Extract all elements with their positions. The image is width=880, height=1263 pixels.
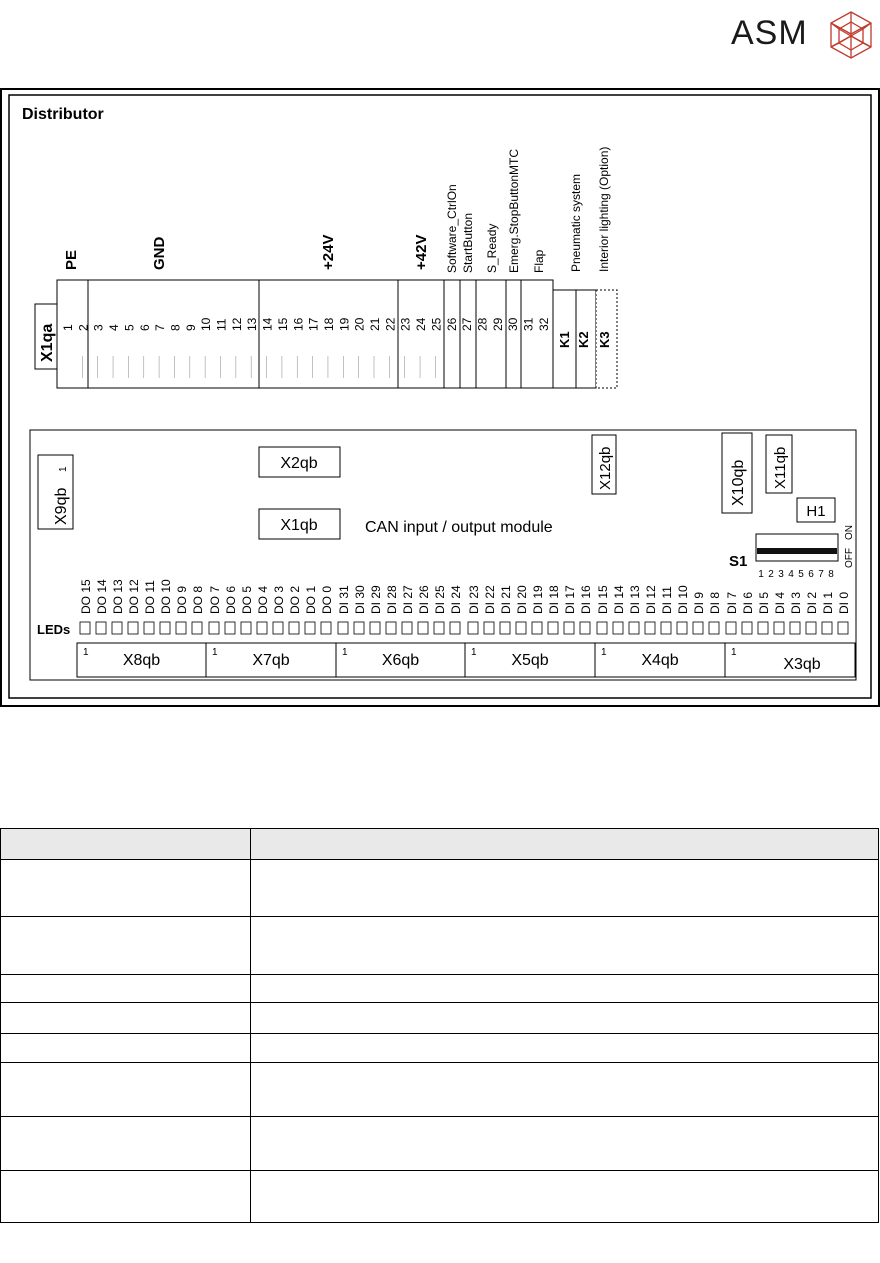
relay-label: K1	[557, 331, 572, 348]
led-indicator	[273, 622, 283, 634]
digital-output-label: DO 5	[240, 585, 254, 614]
bottom-connector-label: X5qb	[511, 652, 549, 669]
terminal-pin-number: 2	[76, 324, 91, 331]
signal-label: Flap	[532, 249, 546, 273]
led-indicator	[257, 622, 267, 634]
table-cell	[1, 860, 251, 917]
terminal-pin-number: 9	[183, 324, 198, 331]
table-cell	[1, 1063, 251, 1117]
asm-crystal-icon	[828, 10, 874, 60]
digital-input-label: DI 11	[660, 586, 674, 614]
table-cell	[1, 1117, 251, 1171]
led-indicator	[548, 622, 558, 634]
table-row	[1, 860, 879, 917]
terminal-pin-number: 24	[414, 317, 429, 331]
digital-input-label: DI 17	[563, 585, 577, 614]
led-indicator	[160, 622, 170, 634]
s1-dip-switch	[756, 534, 838, 561]
terminal-pin-number: 13	[245, 317, 260, 331]
digital-input-label: DI 7	[725, 591, 739, 614]
terminal-pin-number: 7	[153, 324, 168, 331]
terminal-pin-number: 6	[137, 324, 152, 331]
digital-input-label: DI 18	[547, 585, 561, 614]
terminal-pin-number: 14	[260, 317, 275, 331]
terminal-pin-number: 19	[337, 317, 352, 331]
x1qb-label: X1qb	[280, 517, 318, 534]
terminal-pin-number: 21	[368, 317, 382, 331]
digital-output-label: DO 11	[143, 580, 157, 614]
digital-input-label: DI 25	[433, 585, 447, 614]
signal-label: S_Ready	[485, 223, 499, 273]
led-indicator	[790, 622, 800, 634]
led-indicator	[209, 622, 219, 634]
relay-description: Pneumatic system	[569, 173, 583, 272]
terminal-pin-number: 12	[229, 317, 244, 331]
led-indicator	[629, 622, 639, 634]
terminal-pin-number: 32	[536, 317, 551, 331]
s1-switch-number: 7	[818, 569, 824, 580]
terminal-pin-number: 26	[444, 317, 459, 331]
table-cell	[251, 1034, 879, 1063]
s1-switch-number: 3	[778, 569, 784, 580]
digital-output-label: DO 8	[191, 585, 205, 614]
terminal-group-label: +42V	[413, 234, 430, 270]
led-indicator	[709, 622, 719, 634]
digital-input-label: DI 2	[805, 591, 819, 614]
table-header-cell	[1, 829, 251, 860]
led-indicator	[774, 622, 784, 634]
terminal-pin-number: 17	[306, 317, 321, 331]
digital-output-label: DO 15	[79, 579, 93, 614]
digital-input-label: DI 29	[369, 585, 383, 614]
terminal-pin-number: 22	[383, 317, 398, 331]
diagram-title: Distributor	[22, 106, 104, 123]
led-indicator	[402, 622, 412, 634]
led-indicator	[516, 622, 526, 634]
digital-output-label: DO 14	[95, 579, 109, 614]
s1-switch-number: 1	[758, 569, 764, 580]
s1-on-label: ON	[844, 525, 855, 540]
relay-label: K3	[597, 331, 612, 348]
s1-switch-number: 4	[788, 569, 794, 580]
terminal-pin-number: 30	[506, 317, 521, 331]
s1-switch-number: 8	[828, 569, 834, 580]
led-indicator	[225, 622, 235, 634]
table-cell	[1, 1171, 251, 1223]
table-cell	[251, 975, 879, 1003]
digital-output-label: DO 4	[256, 585, 270, 614]
led-indicator	[354, 622, 364, 634]
terminal-pin-number: 4	[107, 324, 122, 331]
terminal-group-label: PE	[63, 249, 80, 270]
leds-label: LEDs	[37, 622, 71, 637]
digital-output-label: DO 6	[224, 585, 238, 614]
x12qb-label: X12qb	[597, 446, 614, 490]
s1-off-label: OFF	[844, 548, 855, 568]
digital-input-label: DI 0	[837, 591, 851, 614]
distributor-diagram	[0, 88, 880, 708]
connector-pin-number: 1	[342, 647, 348, 658]
digital-input-label: DI 23	[467, 585, 481, 614]
led-indicator	[677, 622, 687, 634]
digital-input-label: DI 22	[483, 585, 497, 614]
signal-label: Emerg.StopButtonMTC	[507, 148, 521, 273]
table-cell	[1, 1003, 251, 1034]
digital-input-label: DI 21	[499, 585, 513, 614]
digital-output-label: DO 1	[304, 585, 318, 614]
digital-input-label: DI 8	[708, 591, 722, 614]
x9qb-label: X9qb	[53, 487, 70, 525]
led-indicator	[500, 622, 510, 634]
led-indicator	[386, 622, 396, 634]
x9qb-pin: 1	[58, 466, 69, 472]
table-cell	[251, 917, 879, 975]
led-indicator	[241, 622, 251, 634]
led-indicator	[80, 622, 90, 634]
digital-input-label: DI 26	[417, 585, 431, 614]
relay-description: Interior lighting (Option)	[597, 146, 611, 272]
led-indicator	[758, 622, 768, 634]
bottom-connector-strip	[77, 643, 855, 677]
digital-input-label: DI 3	[789, 591, 803, 614]
terminal-pin-number: 10	[199, 317, 214, 331]
digital-output-label: DO 0	[320, 585, 334, 614]
led-indicator	[532, 622, 542, 634]
led-indicator	[597, 622, 607, 634]
signal-label: Software_CtrlOn	[445, 184, 459, 273]
digital-input-label: DI 28	[385, 585, 399, 614]
terminal-pin-number: 18	[321, 317, 336, 331]
digital-output-label: DO 7	[208, 585, 222, 614]
table-row	[1, 917, 879, 975]
terminal-pin-number: 28	[475, 317, 490, 331]
table-row	[1, 975, 879, 1003]
led-indicator	[645, 622, 655, 634]
digital-output-label: DO 13	[111, 579, 125, 614]
table-cell	[251, 860, 879, 917]
terminal-pin-number: 1	[61, 324, 75, 331]
led-indicator	[434, 622, 444, 634]
led-indicator	[661, 622, 671, 634]
terminal-pin-number: 3	[91, 324, 106, 331]
table-header-row	[1, 829, 879, 860]
signal-label: StartButton	[461, 212, 475, 273]
led-indicator	[484, 622, 494, 634]
led-indicator	[806, 622, 816, 634]
digital-output-label: DO 12	[127, 579, 141, 614]
spec-table	[0, 828, 879, 1223]
digital-input-label: DI 6	[741, 591, 755, 614]
connector-pin-number: 1	[601, 647, 607, 658]
digital-output-label: DO 3	[272, 585, 286, 614]
connector-pin-number: 1	[212, 647, 218, 658]
led-indicator	[450, 622, 460, 634]
terminal-pin-number: 11	[214, 318, 229, 331]
asm-logo	[725, 10, 875, 60]
table-row	[1, 1063, 879, 1117]
digital-input-label: DI 9	[692, 591, 706, 614]
digital-input-label: DI 13	[628, 585, 642, 614]
led-indicator	[289, 622, 299, 634]
x1qa-label: X1qa	[39, 323, 56, 362]
connector-pin-number: 1	[83, 647, 89, 658]
bottom-connector-label: X6qb	[381, 652, 420, 669]
digital-input-label: DI 24	[449, 585, 463, 614]
connector-pin-number: 1	[471, 647, 477, 658]
terminal-pin-number: 25	[429, 317, 444, 331]
table-header-cell	[251, 829, 879, 860]
terminal-group-label: +24V	[320, 234, 337, 270]
led-indicator	[321, 622, 331, 634]
led-indicator	[96, 622, 106, 634]
terminal-pin-number: 8	[168, 324, 183, 331]
s1-switch-number: 5	[798, 569, 804, 580]
table-row	[1, 1171, 879, 1223]
module-label: CAN input / output module	[365, 519, 553, 536]
led-indicator	[613, 622, 623, 634]
digital-input-label: DI 19	[531, 585, 545, 614]
s1-switch-number: 2	[768, 569, 774, 580]
table-cell	[1, 975, 251, 1003]
terminal-group-label: GND	[151, 236, 168, 270]
digital-input-label: DI 16	[579, 585, 593, 614]
digital-input-label: DI 5	[757, 591, 771, 614]
h1-label: H1	[806, 503, 826, 520]
x11qb-label: X11qb	[772, 446, 789, 489]
terminal-pin-number: 23	[398, 317, 413, 331]
led-indicator	[822, 622, 832, 634]
led-indicator	[370, 622, 380, 634]
digital-input-label: DI 20	[515, 585, 529, 614]
connector-pin-number: 1	[731, 647, 737, 658]
led-indicator	[338, 622, 348, 634]
x10qb-label: X10qb	[730, 459, 747, 506]
bottom-connector-label: X7qb	[252, 652, 290, 669]
digital-input-label: DI 10	[676, 585, 690, 614]
digital-input-label: DI 30	[353, 585, 367, 614]
led-indicator	[128, 622, 138, 634]
terminal-pin-number: 16	[291, 317, 306, 331]
led-indicator	[468, 622, 478, 634]
terminal-pin-number: 20	[352, 317, 367, 331]
table-row	[1, 1003, 879, 1034]
led-indicator	[742, 622, 752, 634]
digital-output-label: DO 10	[159, 579, 173, 614]
logo-text: ASM	[731, 14, 808, 52]
led-indicator	[112, 622, 122, 634]
digital-output-label: DO 9	[175, 585, 189, 614]
led-indicator	[564, 622, 574, 634]
s1-label: S1	[729, 553, 748, 570]
digital-input-label: DI 12	[644, 585, 658, 614]
digital-input-label: DI 4	[773, 591, 787, 614]
terminal-pin-number: 15	[275, 317, 290, 331]
table-row	[1, 1117, 879, 1171]
s1-switch-number: 6	[808, 569, 814, 580]
digital-input-label: DI 15	[596, 585, 610, 614]
led-indicator	[580, 622, 590, 634]
digital-input-label: DI 14	[612, 585, 626, 614]
x1qa-terminal-block	[57, 280, 553, 388]
x2qb-label: X2qb	[280, 455, 318, 472]
bottom-connector-label: X8qb	[122, 652, 161, 669]
led-indicator	[305, 622, 315, 634]
digital-output-label: DO 2	[288, 585, 302, 614]
table-cell	[251, 1117, 879, 1171]
led-indicator	[192, 622, 202, 634]
terminal-pin-number: 5	[122, 324, 137, 331]
digital-input-label: DI 27	[401, 585, 415, 614]
digital-input-label: DI 31	[337, 585, 351, 614]
led-indicator	[693, 622, 703, 634]
table-row	[1, 1034, 879, 1063]
terminal-pin-number: 29	[490, 317, 505, 331]
led-indicator	[144, 622, 154, 634]
relay-label: K2	[576, 331, 591, 348]
led-indicator	[176, 622, 186, 634]
led-indicator	[418, 622, 428, 634]
terminal-pin-number: 31	[521, 317, 536, 331]
table-cell	[251, 1063, 879, 1117]
bottom-connector-label: X3qb	[783, 656, 821, 673]
table-cell	[1, 1034, 251, 1063]
bottom-connector-label: X4qb	[641, 652, 679, 669]
digital-input-label: DI 1	[821, 591, 835, 614]
table-cell	[1, 917, 251, 975]
table-cell	[251, 1003, 879, 1034]
led-indicator	[726, 622, 736, 634]
terminal-pin-number: 27	[460, 317, 475, 331]
led-indicator	[838, 622, 848, 634]
table-cell	[251, 1171, 879, 1223]
